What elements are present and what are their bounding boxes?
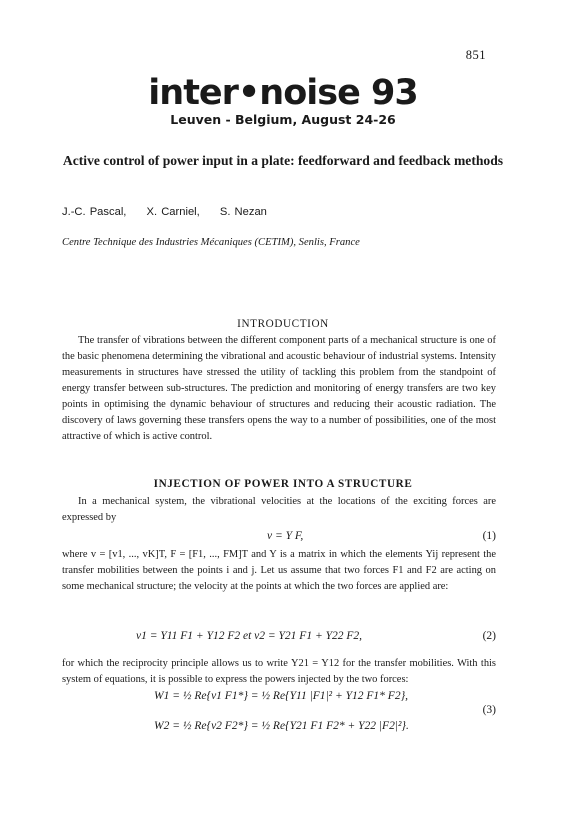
author: X. Carniel, — [146, 206, 200, 218]
author: J.-C. Pascal, — [62, 206, 127, 218]
section-heading-injection: INJECTION OF POWER INTO A STRUCTURE — [153, 478, 413, 490]
section-heading-introduction: INTRODUCTION — [237, 318, 329, 330]
author-list — [62, 206, 283, 218]
equation-1-body: v = Y F, — [267, 530, 304, 542]
equation-3b-body: W2 = ½ Re{v2 F2*} = ½ Re{Y21 F1 F2* + Y22 |F2|²}. — [154, 720, 409, 732]
equation-3-number: (3) — [482, 704, 496, 716]
injection-paragraph-3: for which the reciprocity principle allows us to write Y21 = Y12 for the transfer mobilities. With this system of equations, it is possible to express the powers injected by the two forces: — [62, 658, 496, 685]
equation-2-body: v1 = Y11 F1 + Y12 F2 et v2 = Y21 F1 + Y22 F2, — [136, 630, 363, 642]
affiliation: Centre Technique des Industries Mécaniques (CETIM), Senlis, France — [62, 237, 360, 248]
author: S. Nezan — [219, 206, 267, 218]
conference-logo: inter•noise 93 — [148, 73, 418, 113]
equation-3a-body: W1 = ½ Re{v1 F1*} = ½ Re{Y11 |F1|² + Y12 F1* F2}, — [154, 690, 409, 702]
equation-2-number: (2) — [482, 630, 496, 642]
equation-3 — [62, 690, 496, 752]
introduction-paragraph: The transfer of vibrations between the different component parts of a mechanical structure is one of the basic phenomena determining the vibrational and acoustic behaviour of industrial systems. Intensity measurements in structures have stressed the utility of tackling this problem from the standpoint of energy transfer between sub-structures. The prediction and monitoring of energy transfers are two key points in optimising the dynamic behaviour of structures and reducing their acoustic radiation. The discovery of laws governing these transfers opens the way to a number of possibilities, one of the most attractive of which is active control. — [62, 335, 496, 442]
conference-place-date: Leuven - Belgium, August 24-26 — [170, 112, 396, 127]
injection-paragraph-2: where v = [v1, ..., vK]T, F = [F1, ..., FM]T and Y is a matrix in which the elements Yij represent the transfer mobilities between the points i and j. Let us assume that two forces F1 and F2 are acting on some mechanical structure; the velocity at the points at which the two forces are applied are: — [62, 549, 496, 592]
injection-paragraph-1: In a mechanical system, the vibrational velocities at the locations of the exciting forces are expressed by — [62, 496, 496, 523]
paper-title: Active control of power input in a plate: feedforward and feedback methods — [62, 153, 504, 168]
page-number: 851 — [465, 48, 486, 62]
equation-1-number: (1) — [482, 530, 496, 542]
